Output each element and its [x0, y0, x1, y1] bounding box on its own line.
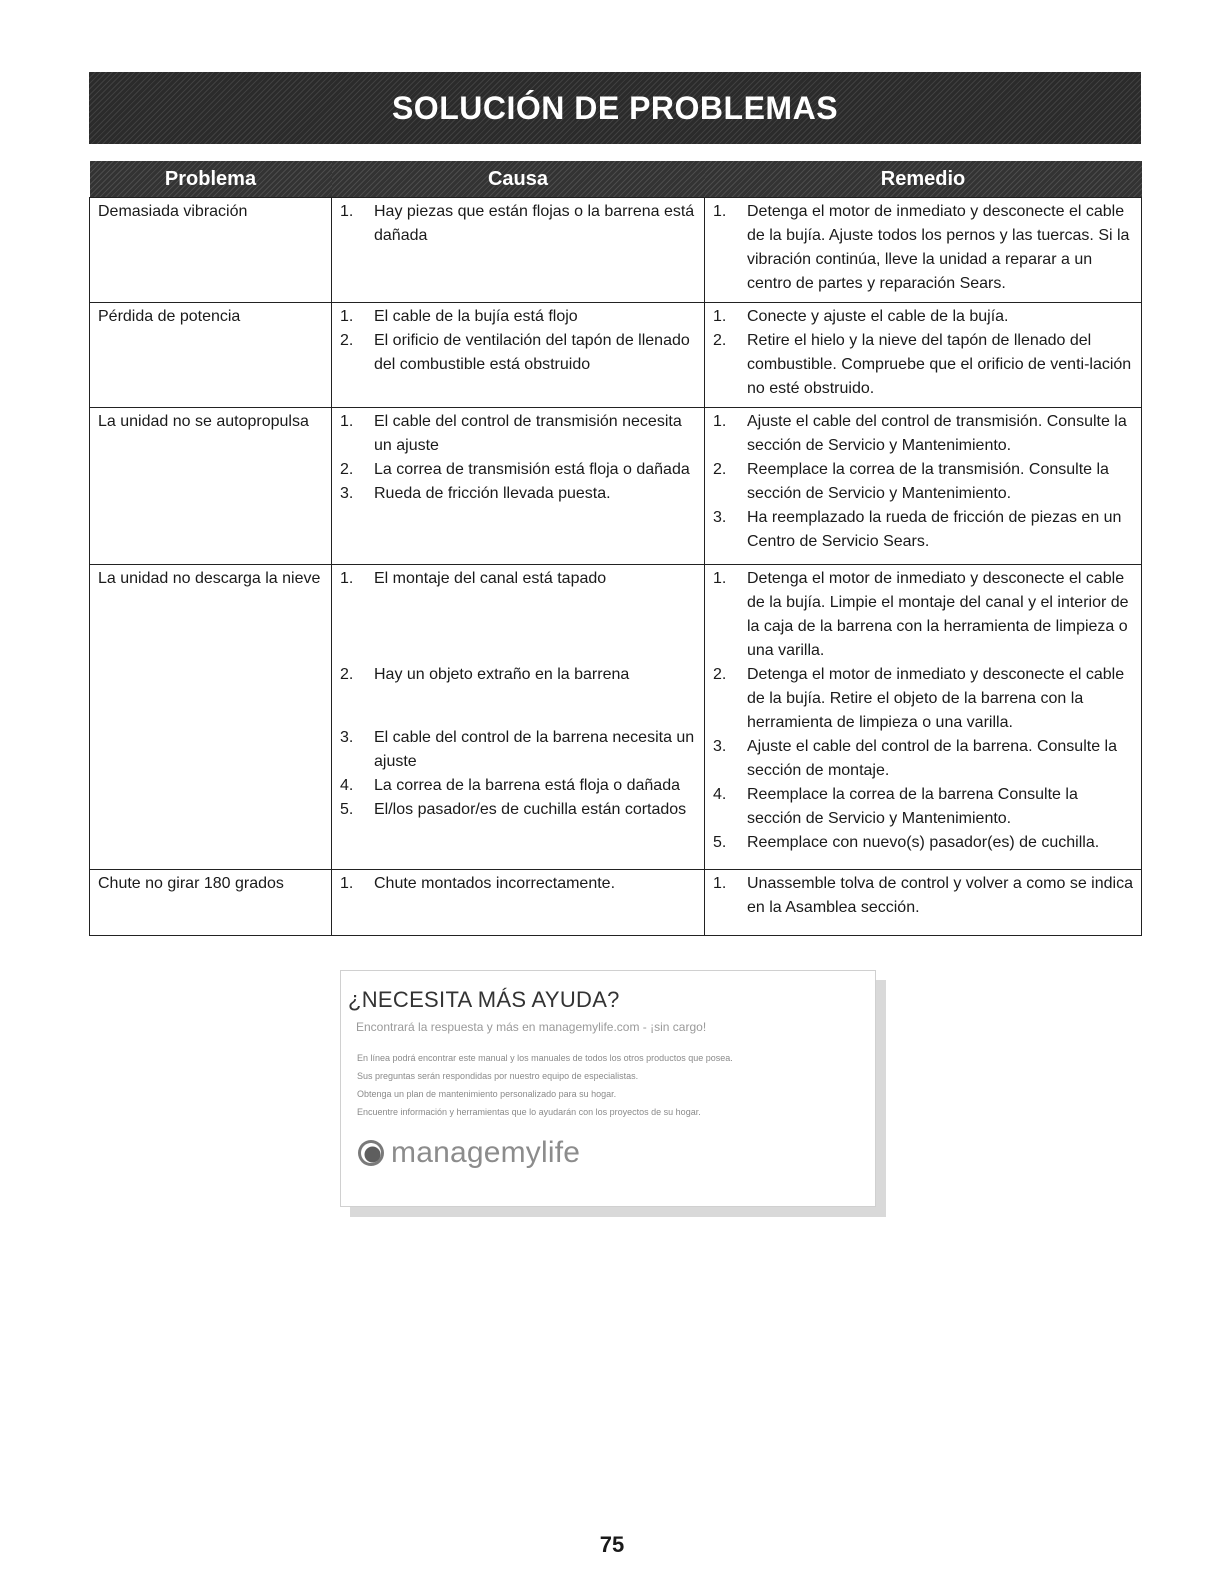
item-text: El orificio de ventilación del tapón de llenado del combustible está obstruido — [374, 332, 690, 373]
item-text: Reemplace la correa de la transmisión. Consulte la sección de Servicio y Mantenimiento. — [747, 461, 1109, 502]
remedy-item — [713, 305, 1135, 329]
item-text: Detenga el motor de inmediato y desconecte el cable de la bujía. Ajuste todos los pernos y las tuercas. Si la vibración continúa, lleve la unidad a reparar a un centro de partes y reparación Sears. — [747, 203, 1130, 292]
help-lines — [357, 1049, 733, 1121]
item-text: El cable del control de la barrena necesita un ajuste — [374, 729, 695, 770]
troubleshooting-table — [89, 161, 1142, 936]
item-number: 2. — [340, 666, 354, 683]
header-problem: Problema — [90, 161, 332, 198]
table-row — [90, 870, 1142, 936]
item-number: 1. — [713, 308, 727, 325]
remedy-item — [713, 458, 1135, 506]
item-number: 1. — [713, 413, 727, 430]
item-number: 3. — [340, 729, 354, 746]
cause-cell — [332, 198, 705, 303]
item-text: El/los pasador/es de cuchilla están cortados — [374, 801, 687, 818]
help-line: Obtenga un plan de mantenimiento personalizado para su hogar. — [357, 1089, 617, 1099]
remedy-cell — [705, 408, 1142, 565]
item-text: La correa de la barrena está floja o dañada — [374, 777, 680, 794]
problem-cell: Chute no girar 180 grados — [90, 870, 332, 936]
remedy-item — [713, 735, 1135, 783]
header-remedy: Remedio — [705, 161, 1142, 198]
table-row — [90, 408, 1142, 565]
item-text: Rueda de fricción llevada puesta. — [374, 485, 611, 502]
remedy-item — [713, 329, 1135, 401]
item-text: Reemplace con nuevo(s) pasador(es) de cuchilla. — [747, 834, 1100, 851]
item-text: Chute montados incorrectamente. — [374, 875, 616, 892]
remedy-cell — [705, 198, 1142, 303]
remedy-item — [713, 410, 1135, 458]
problem-cell: La unidad no descarga la nieve — [90, 565, 332, 870]
item-number: 2. — [340, 461, 354, 478]
remedy-cell — [705, 303, 1142, 408]
title-banner — [89, 72, 1141, 144]
item-number: 1. — [340, 308, 354, 325]
cause-item — [340, 872, 698, 896]
help-subtitle: Encontrará la respuesta y más en managemylife.com - ¡sin cargo! — [356, 1020, 707, 1034]
item-number: 1. — [713, 203, 727, 220]
cause-cell — [332, 870, 705, 936]
cause-item — [340, 663, 698, 726]
table-row — [90, 303, 1142, 408]
remedy-item — [713, 200, 1135, 296]
cause-cell — [332, 408, 705, 565]
cause-item — [340, 410, 698, 458]
item-number: 4. — [713, 786, 727, 803]
header-cause: Causa — [332, 161, 705, 198]
item-text: El montaje del canal está tapado — [374, 570, 607, 587]
cause-item — [340, 305, 698, 329]
cause-item — [340, 774, 698, 798]
problem-cell: La unidad no se autopropulsa — [90, 408, 332, 565]
cause-item — [340, 798, 698, 822]
cause-cell — [332, 565, 705, 870]
item-number: 3. — [713, 738, 727, 755]
problem-cell: Pérdida de potencia — [90, 303, 332, 408]
item-number: 3. — [713, 509, 727, 526]
help-line: Sus preguntas serán respondidas por nuestro equipo de especialistas. — [357, 1071, 639, 1081]
item-text: Ha reemplazado la rueda de fricción de piezas en un Centro de Servicio Sears. — [747, 509, 1122, 550]
item-text: La correa de transmisión está floja o dañada — [374, 461, 690, 478]
remedy-cell — [705, 565, 1142, 870]
item-number: 1. — [340, 875, 354, 892]
managemylife-logo — [357, 1136, 580, 1170]
cause-cell — [332, 303, 705, 408]
help-line: Encuentre información y herramientas que lo ayudarán con los proyectos de su hogar. — [357, 1107, 701, 1117]
item-number: 2. — [713, 332, 727, 349]
cause-item — [340, 458, 698, 482]
item-number: 1. — [340, 570, 354, 587]
item-text: Hay un objeto extraño en la barrena — [374, 666, 630, 683]
cause-item — [340, 567, 698, 663]
item-text: Detenga el motor de inmediato y desconecte el cable de la bujía. Retire el objeto de la barrena con la herramienta de limpieza o una varilla. — [747, 666, 1125, 731]
remedy-item — [713, 506, 1135, 554]
item-text: Reemplace la correa de la barrena Consulte la sección de Servicio y Mantenimiento. — [747, 786, 1078, 827]
item-text: Detenga el motor de inmediato y desconecte el cable de la bujía. Limpie el montaje del canal y el interior de la caja de la barrena con la herramienta de limpieza o una varilla. — [747, 570, 1129, 659]
logo-text: managemylife — [391, 1136, 581, 1169]
managemylife-logo-icon — [357, 1139, 385, 1167]
item-number: 5. — [713, 834, 727, 851]
item-text: Ajuste el cable del control de transmisión. Consulte la sección de Servicio y Mantenimiento. — [747, 413, 1127, 454]
page-title: SOLUCIÓN DE PROBLEMAS — [391, 89, 839, 126]
cause-item — [340, 329, 698, 377]
help-line: En línea podrá encontrar este manual y los manuales de todos los otros productos que posea. — [357, 1053, 733, 1063]
item-number: 1. — [713, 875, 727, 892]
item-text: Ajuste el cable del control de la barrena. Consulte la sección de montaje. — [747, 738, 1117, 779]
item-number: 1. — [340, 203, 354, 220]
item-number: 3. — [340, 485, 354, 502]
help-box — [340, 970, 876, 1207]
item-number: 1. — [340, 413, 354, 430]
item-number: 2. — [713, 666, 727, 683]
help-title: ¿NECESITA MÁS AYUDA? — [348, 987, 620, 1012]
table-header-row — [90, 161, 1142, 198]
remedy-item — [713, 663, 1135, 735]
table-row — [90, 198, 1142, 303]
cause-item — [340, 200, 698, 248]
item-number: 2. — [340, 332, 354, 349]
remedy-item — [713, 872, 1135, 920]
item-text: Conecte y ajuste el cable de la bujía. — [747, 308, 1009, 325]
remedy-item — [713, 567, 1135, 663]
item-text: Retire el hielo y la nieve del tapón de llenado del combustible. Compruebe que el orificio de venti-lación no esté obstruido. — [747, 332, 1132, 397]
item-text: Unassemble tolva de control y volver a como se indica en la Asamblea sección. — [747, 875, 1133, 916]
remedy-cell — [705, 870, 1142, 936]
item-number: 2. — [713, 461, 727, 478]
problem-cell: Demasiada vibración — [90, 198, 332, 303]
item-text: El cable de la bujía está flojo — [374, 308, 578, 325]
page-number: 75 — [599, 1532, 625, 1557]
remedy-item — [713, 831, 1135, 855]
item-number: 1. — [713, 570, 727, 587]
item-number: 4. — [340, 777, 354, 794]
item-text: Hay piezas que están flojas o la barrena está dañada — [374, 203, 695, 244]
cause-item — [340, 726, 698, 774]
remedy-item — [713, 783, 1135, 831]
cause-item — [340, 482, 698, 506]
table-row — [90, 565, 1142, 870]
item-number: 5. — [340, 801, 354, 818]
item-text: El cable del control de transmisión necesita un ajuste — [374, 413, 682, 454]
